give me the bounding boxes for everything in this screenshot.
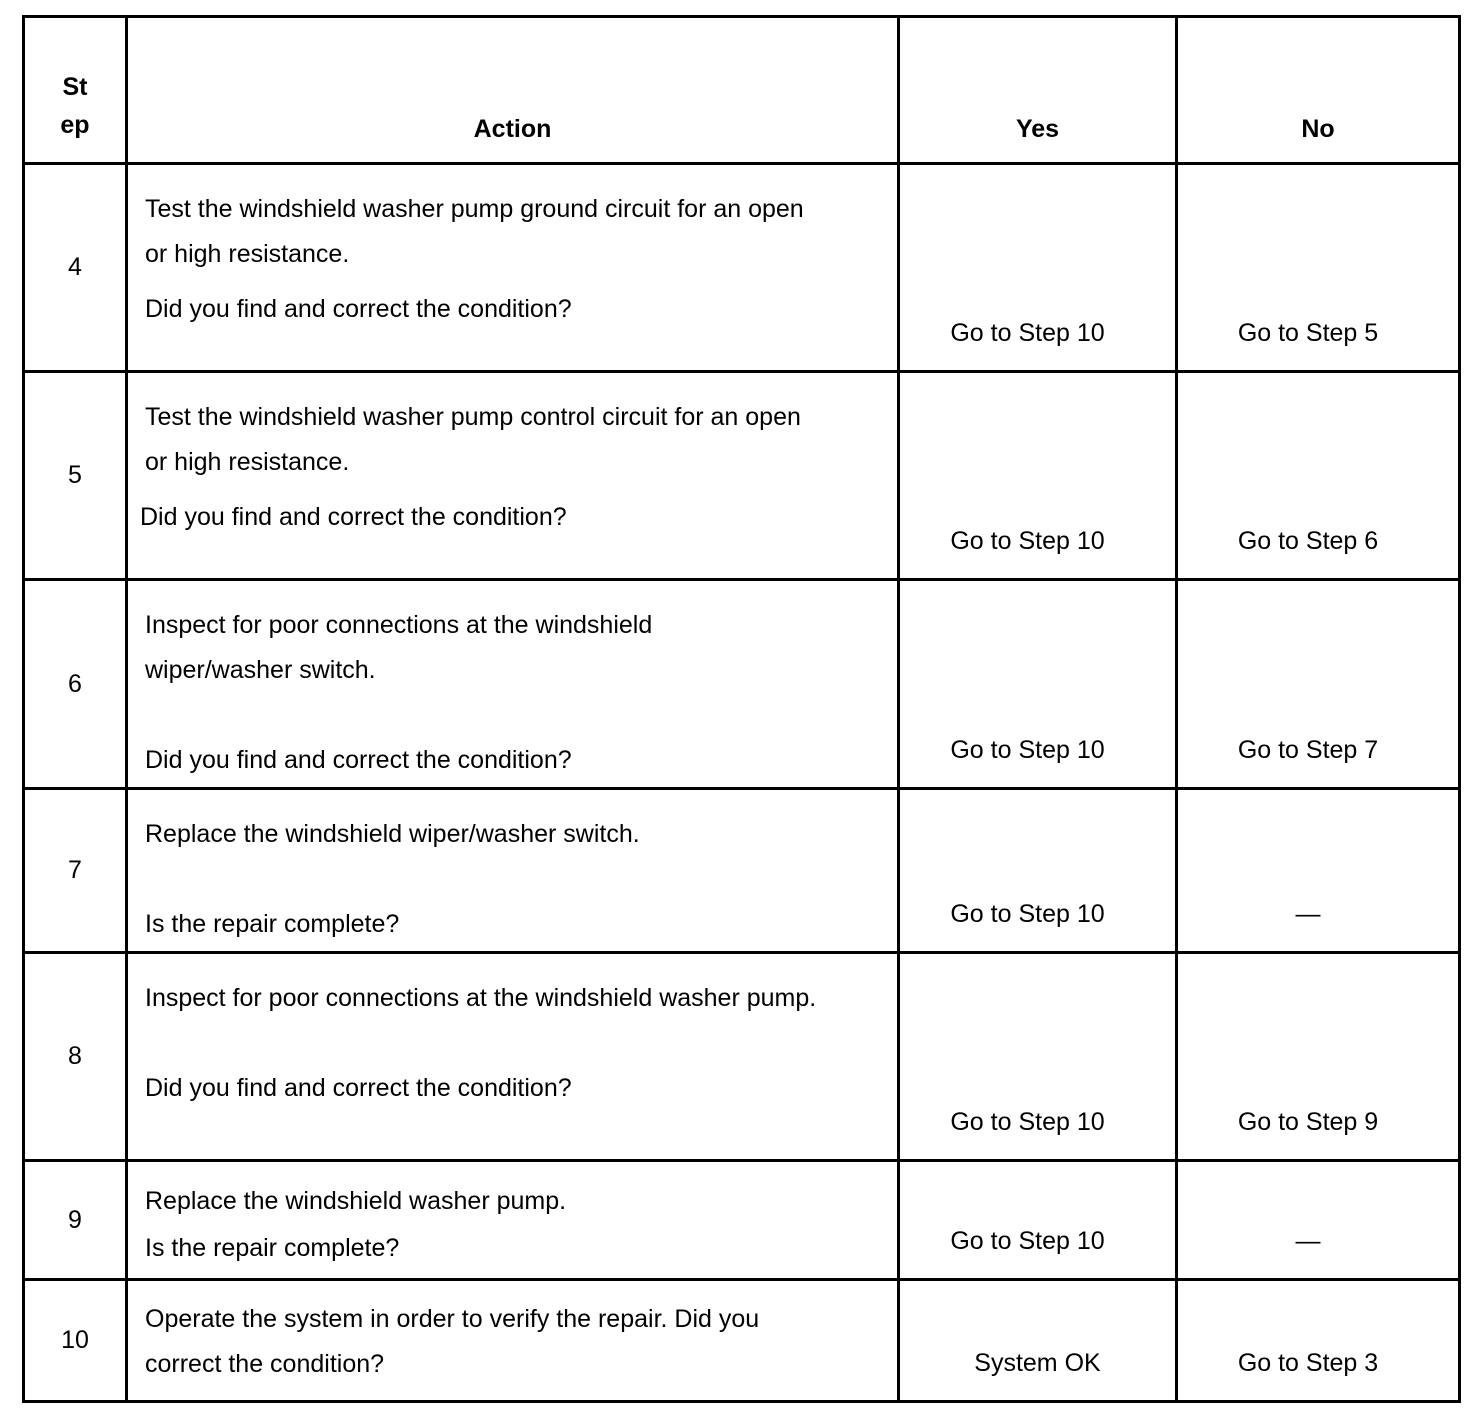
yes-cell <box>899 580 1177 789</box>
yes-text: System OK <box>974 1349 1101 1377</box>
no-text: Go to Step 6 <box>1237 527 1379 555</box>
action-cell <box>127 1280 899 1402</box>
no-cell <box>1177 580 1460 789</box>
action-text: Inspect for poor connections at the windshield wiper/washer switch. <box>145 611 653 684</box>
yes-text: Go to Step 10 <box>950 319 1105 347</box>
action-question: Did you find and correct the condition? <box>145 295 572 323</box>
yes-text: Go to Step 10 <box>950 900 1105 928</box>
diagnostic-table <box>22 15 1461 1403</box>
yes-cell <box>899 372 1177 580</box>
yes-text: Go to Step 10 <box>950 736 1105 764</box>
header-no: No <box>1177 17 1460 164</box>
yes-cell <box>899 1280 1177 1402</box>
yes-text: Go to Step 10 <box>950 1108 1105 1136</box>
step-number: 6 <box>24 580 127 789</box>
step-number: 7 <box>24 789 127 953</box>
no-cell <box>1177 953 1460 1161</box>
action-question: Did you find and correct the condition? <box>145 1074 572 1102</box>
action-cell <box>127 1161 899 1280</box>
no-cell <box>1177 789 1460 953</box>
step-number: 10 <box>24 1280 127 1402</box>
yes-cell <box>899 789 1177 953</box>
step-number: 8 <box>24 953 127 1161</box>
yes-cell <box>899 953 1177 1161</box>
table-row <box>24 953 1460 1161</box>
action-text: Test the windshield washer pump control circuit for an open or high resistance. <box>145 403 801 476</box>
action-cell <box>127 789 899 953</box>
action-cell <box>127 372 899 580</box>
no-text: — <box>1295 1227 1321 1255</box>
step-number: 4 <box>24 164 127 372</box>
header-yes: Yes <box>899 17 1177 164</box>
table-row <box>24 1280 1460 1402</box>
header-row <box>24 17 1460 164</box>
action-cell <box>127 953 899 1161</box>
action-question: Is the repair complete? <box>145 910 400 938</box>
action-question: Did you find and correct the condition? <box>140 503 567 531</box>
yes-cell <box>899 164 1177 372</box>
table-row <box>24 1161 1460 1280</box>
header-action: Action <box>127 17 899 164</box>
header-step: St ep <box>24 17 127 164</box>
action-text: Replace the windshield washer pump. <box>145 1187 567 1215</box>
no-text: Go to Step 9 <box>1237 1108 1379 1136</box>
no-text: — <box>1295 900 1321 928</box>
action-question: Did you find and correct the condition? <box>145 746 572 774</box>
action-question: Is the repair complete? <box>145 1234 400 1262</box>
no-cell <box>1177 1161 1460 1280</box>
yes-text: Go to Step 10 <box>950 527 1105 555</box>
no-text: Go to Step 7 <box>1237 736 1379 764</box>
no-cell <box>1177 372 1460 580</box>
step-number: 9 <box>24 1161 127 1280</box>
yes-text: Go to Step 10 <box>950 1227 1105 1255</box>
no-text: Go to Step 3 <box>1237 1349 1379 1377</box>
action-text: Replace the windshield wiper/washer switch. <box>145 820 640 848</box>
table-row <box>24 372 1460 580</box>
no-text: Go to Step 5 <box>1237 319 1379 347</box>
action-text: Inspect for poor connections at the windshield washer pump. <box>145 984 817 1012</box>
action-text: Test the windshield washer pump ground circuit for an open or high resistance. <box>145 195 804 268</box>
table-row <box>24 789 1460 953</box>
no-cell <box>1177 164 1460 372</box>
yes-cell <box>899 1161 1177 1280</box>
action-cell <box>127 580 899 789</box>
action-cell <box>127 164 899 372</box>
table-row <box>24 580 1460 789</box>
step-number: 5 <box>24 372 127 580</box>
action-text: Operate the system in order to verify the repair. Did you correct the condition? <box>145 1305 760 1378</box>
no-cell <box>1177 1280 1460 1402</box>
table-row <box>24 164 1460 372</box>
